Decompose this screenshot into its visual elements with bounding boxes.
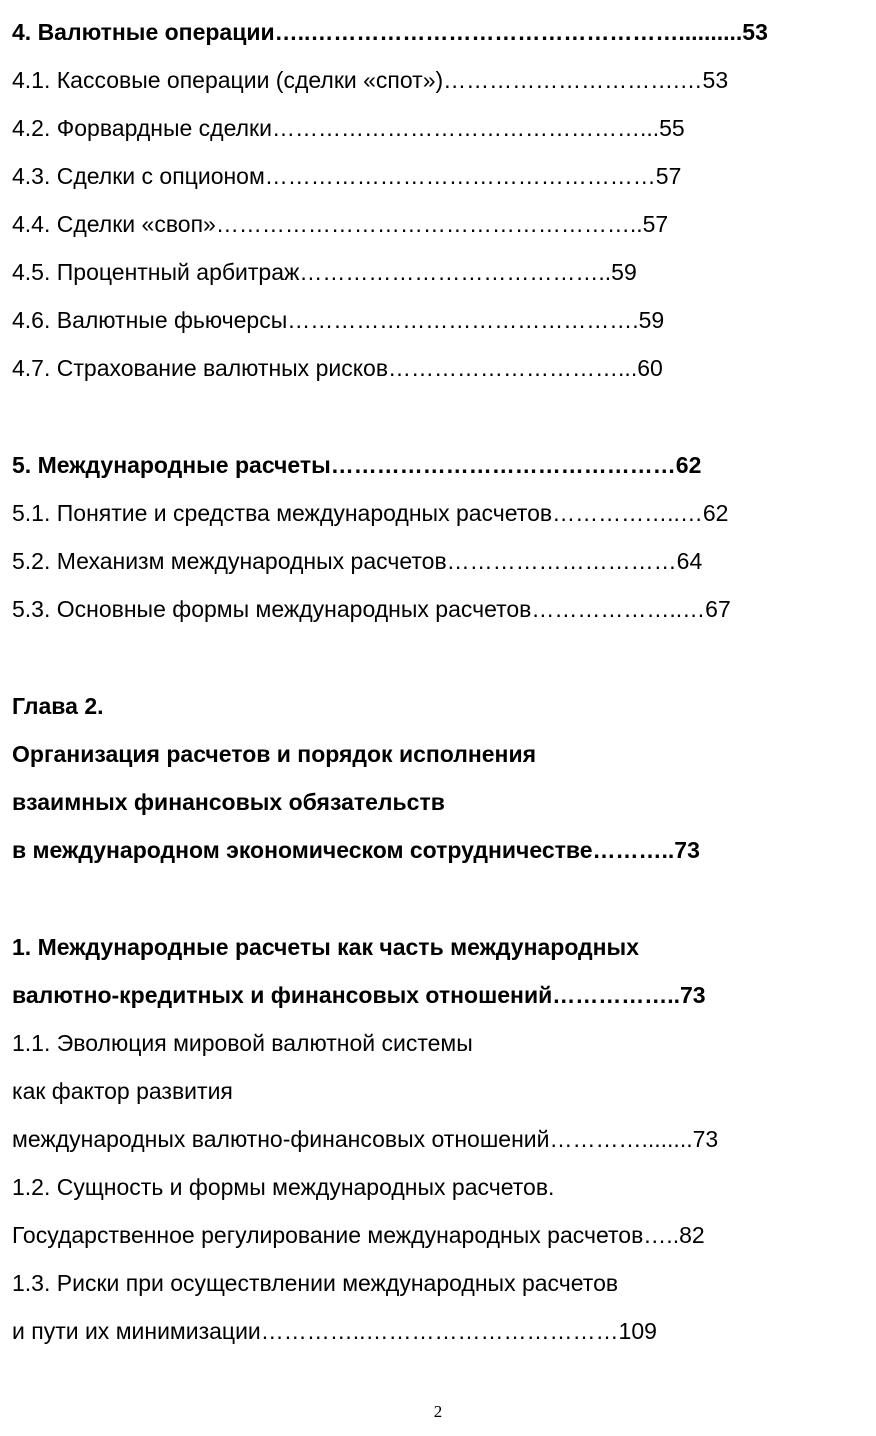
toc-chapter-2-title-line-3: в международном экономическом сотрудничестве………..73 bbox=[12, 837, 700, 863]
toc-entry-4-5: 4.5. Процентный арбитраж…………………………………..59 bbox=[12, 259, 637, 285]
toc-entry-1-1-line-1: 1.1. Эволюция мировой валютной системы bbox=[12, 1030, 473, 1056]
table-of-contents bbox=[12, 8, 862, 1355]
page-number: 2 bbox=[433, 1402, 443, 1421]
toc-entry-4-1: 4.1. Кассовые операции (сделки «спот»)………………………….…53 bbox=[12, 67, 729, 93]
toc-chapter-2-label: Глава 2. bbox=[12, 693, 104, 719]
toc-chapter-2-title-line-2: взаимных финансовых обязательств bbox=[12, 789, 445, 815]
spacer bbox=[12, 392, 862, 441]
toc-entry-1-3-line-1: 1.3. Риски при осуществлении международных расчетов bbox=[12, 1270, 619, 1296]
toc-heading-ch2-section-1-line-1: 1. Международные расчеты как часть международных bbox=[12, 934, 639, 960]
toc-entry-1-2-line-2: Государственное регулирование международных расчетов…..82 bbox=[12, 1222, 705, 1248]
toc-entry-5-1: 5.1. Понятие и средства международных расчетов……………..…62 bbox=[12, 500, 729, 526]
toc-entry-1-1-line-3: международных валютно-финансовых отношений…………........73 bbox=[12, 1126, 719, 1152]
toc-entry-4-4: 4.4. Сделки «своп»………………………………………………..57 bbox=[12, 211, 669, 237]
toc-entry-4-2: 4.2. Форвардные сделки…………………………………………...55 bbox=[12, 115, 685, 141]
toc-entry-5-2: 5.2. Механизм международных расчетов…………………………64 bbox=[12, 548, 703, 574]
spacer bbox=[12, 633, 862, 682]
toc-entry-5-3: 5.3. Основные формы международных расчетов………………..…67 bbox=[12, 596, 731, 622]
toc-entry-1-2-line-1: 1.2. Сущность и формы международных расчетов. bbox=[12, 1174, 555, 1200]
toc-entry-4-7: 4.7. Страхование валютных рисков…………………………...60 bbox=[12, 355, 663, 381]
toc-entry-1-3-line-2: и пути их минимизации…………..……………………………109 bbox=[12, 1318, 657, 1344]
toc-heading-section-5: 5. Международные расчеты………………………………………62 bbox=[12, 452, 702, 478]
spacer bbox=[12, 874, 862, 923]
toc-entry-4-3: 4.3. Сделки с опционом……………………………………………57 bbox=[12, 163, 682, 189]
toc-heading-ch2-section-1-line-2: валютно-кредитных и финансовых отношений……………..73 bbox=[12, 982, 706, 1008]
toc-heading-section-4: 4. Валютные операции…..…………………………………………..........53 bbox=[12, 19, 768, 45]
toc-entry-4-6: 4.6. Валютные фьючерсы……………………………………….59 bbox=[12, 307, 665, 333]
toc-chapter-2-title-line-1: Организация расчетов и порядок исполнения bbox=[12, 741, 537, 767]
toc-entry-1-1-line-2: как фактор развития bbox=[12, 1078, 233, 1104]
